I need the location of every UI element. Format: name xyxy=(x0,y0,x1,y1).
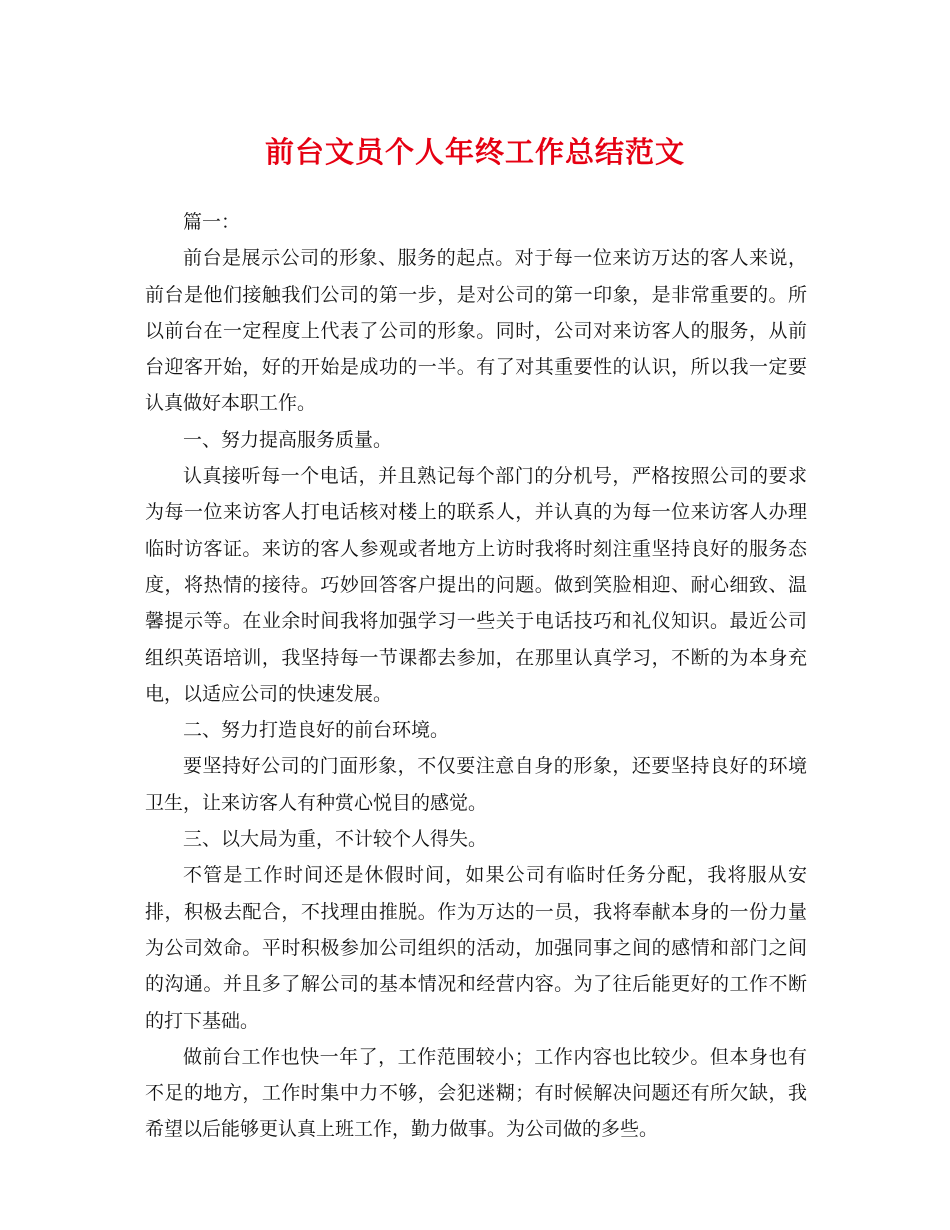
section-heading-1: 一、努力提高服务质量。 xyxy=(183,428,393,451)
document-body xyxy=(145,204,807,1148)
paragraph-section-label: 篇一： xyxy=(183,211,241,233)
document-title: 前台文员个人年终工作总结范文 xyxy=(264,135,685,169)
section-heading-3: 三、以大局为重，不计较个人得失。 xyxy=(183,828,488,851)
paragraph-conclusion: 做前台工作也快一年了，工作范围较小；工作内容也比较少。但本身也有不足的地方，工作时集中力不够，会犯迷糊；有时候解决问题还有所欠缺，我希望以后能够更认真上班工作，勤力做事。为公司做的多些。 xyxy=(145,1045,807,1141)
paragraph-intro: 前台是展示公司的形象、服务的起点。对于每一位来访万达的客人来说，前台是他们接触我们公司的第一步，是对公司的第一印象，是非常重要的。所以前台在一定程度上代表了公司的形象。同时，公司对来访客人的服务，从前台迎客开始，好的开始是成功的一半。有了对其重要性的认识，所以我一定要认真做好本职工作。 xyxy=(145,247,807,415)
paragraph-service-quality: 认真接听每一个电话，并且熟记每个部门的分机号，严格按照公司的要求为每一位来访客人打电话核对楼上的联系人，并认真的为每一位来访客人办理临时访客证。来访的客人参观或者地方上访时我将时刻注重坚持良好的服务态度，将热情的接待。巧妙回答客户提出的问题。做到笑脸相迎、耐心细致、温馨提示等。在业余时间我将加强学习一些关于电话技巧和礼仪知识。最近公司组织英语培训，我坚持每一节课都去参加，在那里认真学习，不断的为本身充电，以适应公司的快速发展。 xyxy=(145,465,807,705)
paragraph-teamwork: 不管是工作时间还是休假时间，如果公司有临时任务分配，我将服从安排，积极去配合，不找理由推脱。作为万达的一员，我将奉献本身的一份力量为公司效命。平时积极参加公司组织的活动，加强同事之间的感情和部门之间的沟通。并且多了解公司的基本情况和经营内容。为了往后能更好的工作不断的打下基础。 xyxy=(145,864,807,1032)
section-heading-2: 二、努力打造良好的前台环境。 xyxy=(183,719,450,742)
paragraph-environment: 要坚持好公司的门面形象，不仅要注意自身的形象，还要坚持良好的环境卫生，让来访客人有种赏心悦目的感觉。 xyxy=(145,755,807,814)
